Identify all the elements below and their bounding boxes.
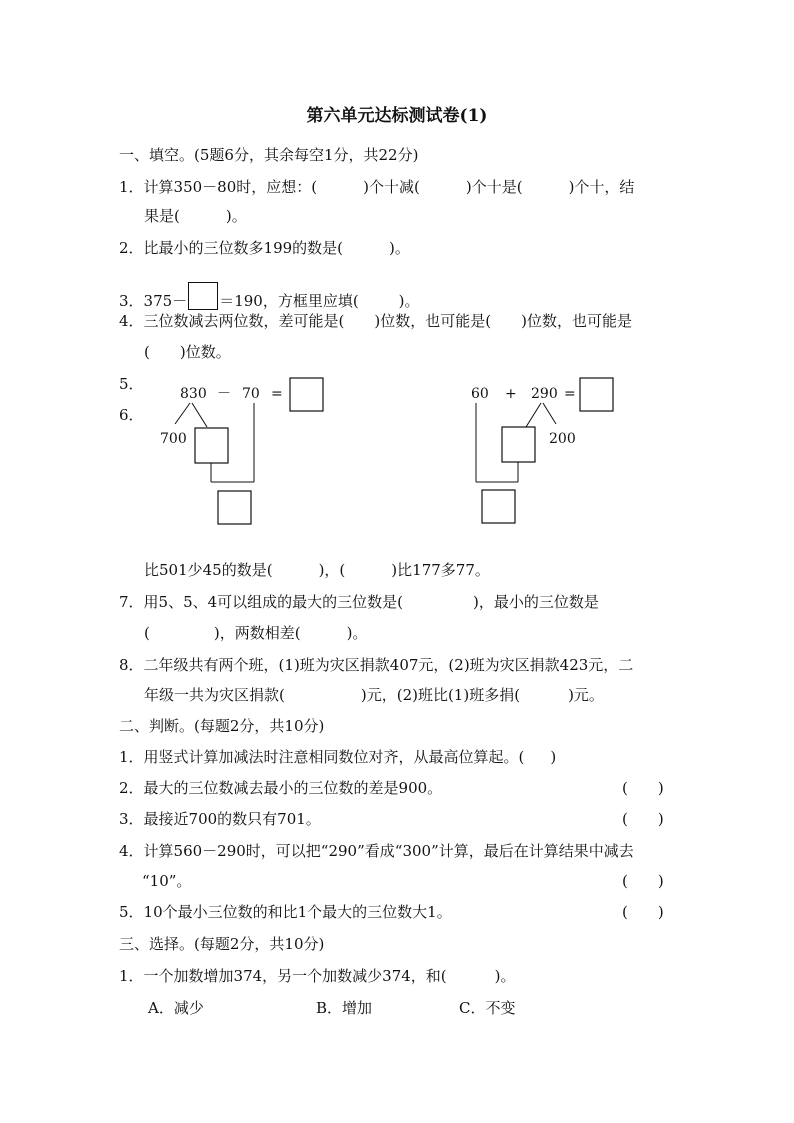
text: )元，(2)班比(1)班多捐( <box>360 686 521 704</box>
question-1-5-number: 5． <box>119 375 144 393</box>
text: )。 <box>225 207 247 225</box>
split-line <box>543 403 556 424</box>
right-step-box[interactable] <box>482 490 515 523</box>
text: )个十减( <box>363 178 420 196</box>
text: 1．计算350－80时，应想：( <box>119 178 318 196</box>
text: ) <box>550 748 557 766</box>
text: 2．比最小的三位数多199的数是( <box>119 239 344 257</box>
left-operator: － <box>217 386 231 402</box>
judge-question-4-line-1: 4．计算560－290时，可以把“290”看成“300”计算，最后在计算结果中减去 <box>119 842 634 860</box>
judge-answer-5[interactable]: ( ) <box>622 903 664 921</box>
split-line <box>526 403 541 427</box>
text: )。 <box>398 292 420 310</box>
left-split-part: 700 <box>160 431 187 447</box>
section-2-heading: 二、判断。(每题2分，共10分) <box>119 717 325 735</box>
left-number-2: 70 <box>242 386 260 402</box>
text: ( <box>144 343 150 361</box>
right-result-box[interactable] <box>580 378 613 411</box>
judge-answer-4[interactable]: ( ) <box>622 872 664 890</box>
judge-answer-3[interactable]: ( ) <box>622 810 664 828</box>
judge-answer-2[interactable]: ( ) <box>622 779 664 797</box>
text: )个十是( <box>465 178 523 196</box>
right-diagram <box>471 378 613 523</box>
text: 7．用5、5、4可以组成的最大的三位数是( <box>119 593 404 611</box>
text: 4．三位数减去两位数，差可能是( <box>119 312 345 330</box>
text: )，( <box>318 561 346 579</box>
question-1-8-line-1 <box>119 655 633 675</box>
choice-question-1 <box>119 966 516 986</box>
text: )比177多77。 <box>391 561 490 579</box>
left-split-box[interactable] <box>195 428 228 463</box>
page-title: 第六单元达标测试卷(1) <box>306 106 488 126</box>
text: 比501少45的数是( <box>144 561 273 579</box>
text: ( <box>144 624 150 642</box>
text: 1．一个加数增加374，另一个加数减少374，和( <box>119 967 447 985</box>
left-number-1: 830 <box>180 386 207 402</box>
text: 3．375－ <box>119 292 188 310</box>
right-number-1: 60 <box>471 386 489 402</box>
question-1-6-text <box>144 560 490 580</box>
text: )位数，也可能是( <box>374 312 492 330</box>
text: 果是( <box>144 207 180 225</box>
left-result-box[interactable] <box>290 378 323 411</box>
text: )，最小的三位数是 <box>473 593 599 611</box>
option-c[interactable]: C．不变 <box>459 999 516 1017</box>
text: 年级一共为灾区捐款( <box>144 686 285 704</box>
section-3-heading: 三、选择。(每题2分，共10分) <box>119 935 325 953</box>
text: )。 <box>389 239 410 257</box>
question-1-6-number: 6． <box>119 406 144 424</box>
section-1-heading: 一、填空。(5题6分，其余每空1分，共22分) <box>119 146 419 164</box>
text: )个十，结 <box>568 178 635 196</box>
text: ＝190，方框里应填( <box>219 292 359 310</box>
judge-question-1 <box>119 747 556 767</box>
left-diagram <box>160 378 323 524</box>
split-line <box>175 403 190 424</box>
right-equals: = <box>564 386 576 402</box>
judge-question-5: 5．10个最小三位数的和比1个最大的三位数大1。 <box>119 903 452 921</box>
text: )位数，也可能是 <box>521 312 632 330</box>
text: )。 <box>346 624 368 642</box>
text: 1．用竖式计算加减法时注意相同数位对齐，从最高位算起。( <box>119 748 525 766</box>
text: )元。 <box>568 686 604 704</box>
right-number-2: 290 <box>531 386 558 402</box>
text: )。 <box>494 967 516 985</box>
right-operator: + <box>505 386 517 402</box>
question-1-7-line-2 <box>144 623 367 643</box>
text: )，两数相差( <box>213 624 301 642</box>
judge-question-3: 3．最接近700的数只有701。 <box>119 810 321 828</box>
option-a[interactable]: A．减少 <box>148 999 204 1017</box>
text: )位数。 <box>179 343 231 361</box>
judge-question-2: 2．最大的三位数减去最小的三位数的差是900。 <box>119 779 443 797</box>
right-split-box[interactable] <box>502 427 535 462</box>
judge-question-4-line-2: “10”。 <box>142 872 192 890</box>
question-1-7-line-1 <box>119 592 599 612</box>
left-equals: = <box>271 386 283 402</box>
option-b[interactable]: B．增加 <box>316 999 373 1017</box>
calculation-diagrams <box>0 0 794 540</box>
split-line <box>192 403 207 427</box>
question-1-8-line-2 <box>144 685 604 705</box>
left-step-box[interactable] <box>218 491 251 524</box>
text: 8．二年级共有两个班，(1)班为灾区捐款407元，(2)班为灾区捐款423元，二 <box>119 656 634 674</box>
right-split-part: 200 <box>549 431 576 447</box>
